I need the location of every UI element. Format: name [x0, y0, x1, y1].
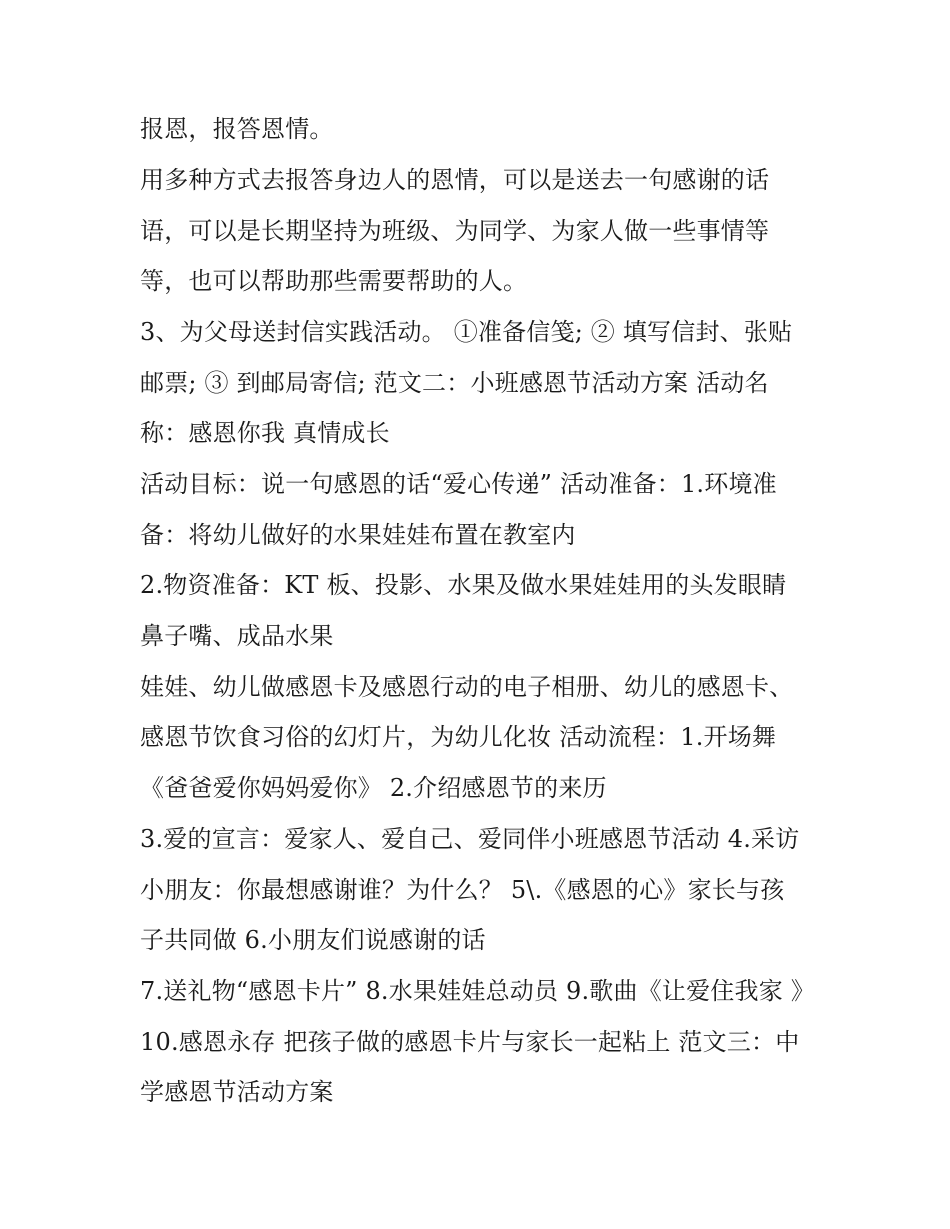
text-line: 3.爱的宣言：爱家人、爱自己、爱同伴小班感恩节活动 4.采访 — [140, 825, 800, 853]
text-line: 称：感恩你我 真情成长 — [140, 419, 390, 447]
text-line: 学感恩节活动方案 — [140, 1078, 334, 1106]
text-line: 3、为父母送封信实践活动。 ①准备信笺; ② 填写信封、张贴 — [140, 318, 793, 346]
text-line: 活动目标：说一句感恩的话“爱心传递” 活动准备：1.环境准 — [140, 470, 777, 498]
text-line: 用多种方式去报答身边人的恩情，可以是送去一句感谢的话 — [140, 166, 770, 194]
text-line: 2.物资准备：KT 板、投影、水果及做水果娃娃用的头发眼睛 — [140, 571, 787, 599]
text-line: 娃娃、幼儿做感恩卡及感恩行动的电子相册、幼儿的感恩卡、 — [140, 673, 794, 701]
text-line: 语，可以是长期坚持为班级、为同学、为家人做一些事情等 — [140, 217, 770, 245]
text-line: 《爸爸爱你妈妈爱你》 2.介绍感恩节的来历 — [140, 774, 607, 802]
text-line: 7.送礼物“感恩卡片” 8.水果娃娃总动员 9.歌曲《让爱住我家 》 — [140, 977, 815, 1005]
text-line: 10.感恩永存 把孩子做的感恩卡片与家长一起粘上 范文三：中 — [140, 1028, 800, 1056]
text-line: 邮票; ③ 到邮局寄信; 范文二：小班感恩节活动方案 活动名 — [140, 369, 769, 397]
text-line: 小朋友：你最想感谢谁？为什么？ 5\.《感恩的心》家长与孩 — [140, 876, 785, 904]
text-line: 鼻子嘴、成品水果 — [140, 622, 334, 650]
text-line: 子共同做 6.小朋友们说感谢的话 — [140, 926, 486, 954]
text-line: 感恩节饮食习俗的幻灯片，为幼儿化妆 活动流程：1.开场舞 — [140, 723, 777, 751]
text-line: 备：将幼儿做好的水果娃娃布置在教室内 — [140, 521, 576, 549]
text-line: 等，也可以帮助那些需要帮助的人。 — [140, 267, 528, 295]
text-line: 报恩，报答恩情。 — [140, 115, 334, 143]
